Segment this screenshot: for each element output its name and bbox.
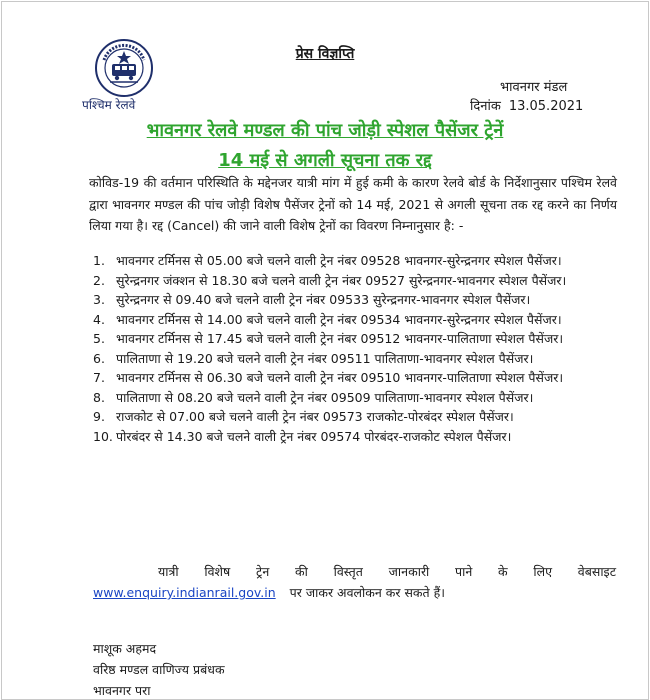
website-line [93, 584, 445, 601]
item-number: 5. [93, 331, 105, 346]
website-suffix: पर जाकर अवलोकन कर सकते हैं। [289, 585, 445, 600]
item-number: 1. [93, 253, 105, 268]
list-item [93, 290, 621, 310]
item-number: 8. [93, 389, 105, 405]
date-value: 13.05.2021 [508, 99, 584, 114]
date-label: दिनांक [470, 99, 501, 114]
item-number: 3. [93, 292, 105, 307]
signatory-place: भावनगर परा [93, 683, 151, 698]
list-item [93, 388, 621, 408]
item-text: भावनगर टर्मिनस से 14.00 बजे चलने वाली ट्रेन नंबर 09534 भावनगर-सुरेन्द्रनगर स्पेशल पैसेंजर। [116, 311, 562, 327]
signatory-designation: वरिष्ठ मण्डल वाणिज्य प्रबंधक [93, 662, 225, 677]
item-number: 9. [93, 409, 105, 424]
item-number: 6. [93, 350, 105, 366]
list-item [93, 427, 621, 447]
item-text: सुरेन्द्रनगर जंक्शन से 18.30 बजे चलने वाली ट्रेन नंबर 09527 सुरेन्द्रनगर-भावनगर स्पेशल पैसेंजर। [116, 272, 567, 288]
item-text: भावनगर टर्मिनस से 05.00 बजे चलने वाली ट्रेन नंबर 09528 भावनगर-सुरेन्द्रनगर स्पेशल पैसेंजर। [116, 253, 562, 268]
website-link[interactable]: www.enquiry.indianrail.gov.in [93, 585, 276, 600]
item-text: पालिताणा से 19.20 बजे चलने वाली ट्रेन नंबर 09511 पालिताणा-भावनगर स्पेशल पैसेंजर। [116, 350, 534, 366]
item-text: पोरबंदर से 14.30 बजे चलने वाली ट्रेन नंबर 09574 पोरबंदर-राजकोट स्पेशल पैसेंजर। [116, 428, 512, 444]
item-text: राजकोट से 07.00 बजे चलने वाली ट्रेन नंबर 09573 राजकोट-पोरबंदर स्पेशल पैसेंजर। [116, 409, 514, 424]
intro-paragraph: कोविड-19 की वर्तमान परिस्थिति के मद्देनजर यात्री मांग में हुई कमी के कारण रेलवे बोर्ड के निर्देशानुसार पश्चिम रेलवे द्वारा भावनगर मण्डल की पांच जोड़ी विशेष पैसेंजर ट्रेनों को 14 मई, 2021 से अगली सूचना तक रद्द करने का निर्णय लिया गया है। रद्द (Cancel) की जाने वाली विशेष ट्रेनों का विवरण निम्नानुसार है: - [89, 175, 617, 233]
item-number: 10. [93, 428, 113, 444]
list-item [93, 271, 621, 291]
list-item [93, 310, 621, 330]
train-list [93, 251, 621, 446]
list-item [93, 407, 621, 427]
item-text: पालिताणा से 08.20 बजे चलने वाली ट्रेन नंबर 09509 पालिताणा-भावनगर स्पेशल पैसेंजर। [116, 389, 534, 405]
logo-caption: पश्चिम रेलवे [82, 98, 136, 112]
item-number: 2. [93, 272, 105, 288]
item-text: भावनगर टर्मिनस से 17.45 बजे चलने वाली ट्रेन नंबर 09512 भावनगर-पालिताणा स्पेशल पैसेंजर। [116, 331, 564, 346]
date-row [470, 96, 583, 114]
item-text: सुरेन्द्रनगर से 09.40 बजे चलने वाली ट्रेन नंबर 09533 सुरेन्द्रनगर-भावनगर स्पेशल पैसेंजर। [116, 292, 531, 307]
list-item [93, 329, 621, 349]
item-number: 7. [93, 370, 105, 385]
division-name: भावनगर मंडल [500, 80, 568, 95]
list-item [93, 368, 621, 388]
headline-line-2: 14 मई से अगली सूचना तक रद्द [218, 150, 432, 171]
item-text: भावनगर टर्मिनस से 06.30 बजे चलने वाली ट्रेन नंबर 09510 भावनगर-पालिताणा स्पेशल पैसेंजर। [116, 370, 564, 385]
more-info-text: यात्री विशेष ट्रेन की विस्तृत जानकारी पाने के लिए वेबसाइट [158, 564, 616, 579]
press-release-title: प्रेस विज्ञप्ति [295, 46, 355, 62]
signatory-name: माशूक अहमद [93, 641, 157, 656]
headline-line-1: भावनगर रेलवे मण्डल की पांच जोड़ी स्पेशल पैसेंजर ट्रेनें [146, 120, 504, 141]
list-item [93, 251, 621, 271]
list-item [93, 349, 621, 369]
item-number: 4. [93, 311, 105, 327]
